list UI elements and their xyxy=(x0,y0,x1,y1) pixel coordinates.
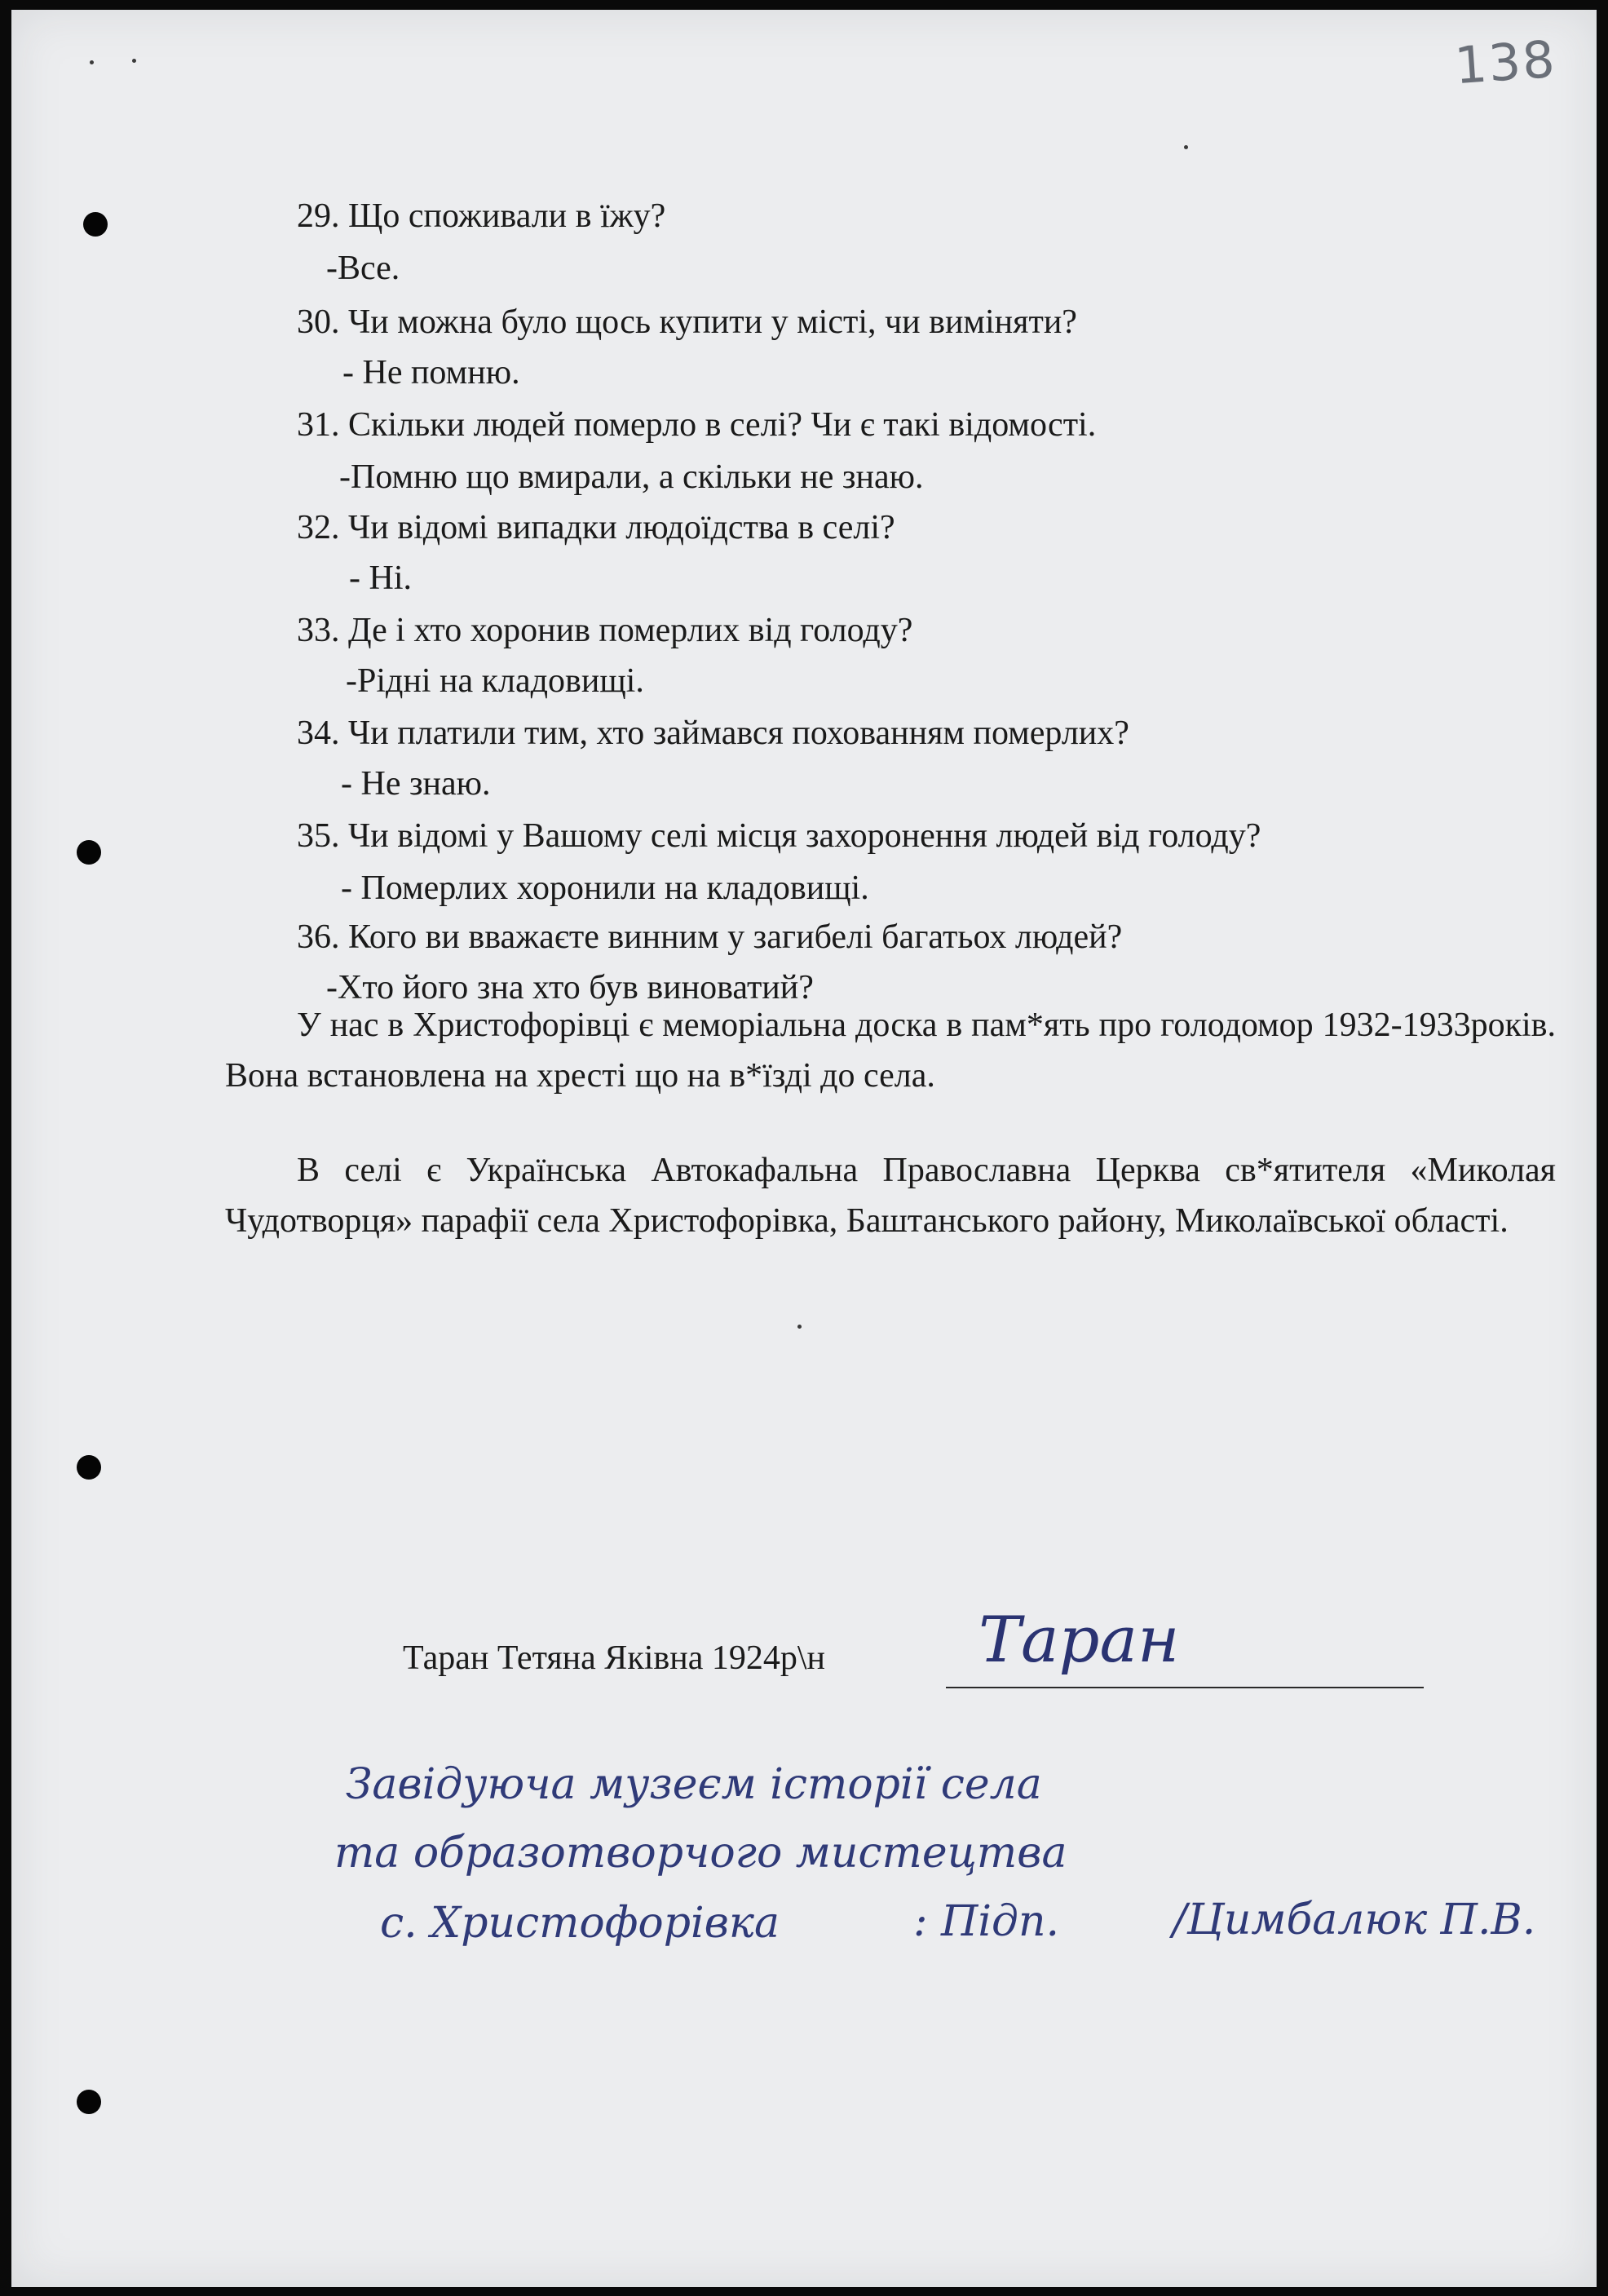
question-30: 30. Чи можна було щось купити у місті, чи виміняти? xyxy=(297,303,1077,341)
memorial-paragraph xyxy=(225,1000,1556,1101)
handwritten-note-line-1: Завідуюча музеєм історії села xyxy=(346,1760,1042,1809)
signature-underline xyxy=(946,1687,1424,1688)
answer-34: - Не знаю. xyxy=(341,765,491,803)
question-31: 31. Скільки людей померло в селі? Чи є такі відомості. xyxy=(297,406,1097,444)
curator-signature: : Підп. xyxy=(913,1897,1060,1946)
answer-31: -Помню що вмирали, а скільки не знаю. xyxy=(339,458,924,496)
curator-name: /Цимбалюк П.В. xyxy=(1173,1896,1536,1944)
question-36: 36. Кого ви вважаєте винним у загибелі багатьох людей? xyxy=(297,918,1123,956)
church-paragraph-text: В селі є Українська Автокафальна Православна Церква св*ятителя «Миколая Чудотворця» парафії села Христофорівка, Баштанського району, Миколаївської області. xyxy=(225,1152,1556,1240)
handwritten-note-line-3: с. Христофорівка xyxy=(380,1899,780,1948)
answer-30: - Не помню. xyxy=(342,354,520,392)
church-paragraph xyxy=(225,1145,1556,1246)
question-34: 34. Чи платили тим, хто займався похованням померлих? xyxy=(297,714,1129,752)
punch-hole xyxy=(77,1455,101,1480)
answer-36: -Хто його зна хто був виноватий? xyxy=(326,969,814,1006)
page-number: 138 xyxy=(1452,29,1558,96)
question-29: 29. Що споживали в їжу? xyxy=(297,197,666,235)
document-page xyxy=(11,10,1597,2287)
answer-33: -Рідні на кладовищі. xyxy=(346,662,644,700)
question-32: 32. Чи відомі випадки людоїдства в селі? xyxy=(297,509,895,546)
answer-29: -Все. xyxy=(326,250,400,287)
memorial-paragraph-text: У нас в Христофорівці є меморіальна доска в пам*ять про голодомор 1932-1933років. Вона встановлена на хресті що на в*їзді до села. xyxy=(225,1006,1556,1095)
respondent-signature: Таран xyxy=(978,1604,1180,1677)
question-35: 35. Чи відомі у Вашому селі місця захоронення людей від голоду? xyxy=(297,817,1261,855)
handwritten-note-line-2: та образотворчого мистецтва xyxy=(334,1829,1067,1878)
answer-32: - Ні. xyxy=(349,560,412,597)
answer-35: - Померлих хоронили на кладовищі. xyxy=(341,869,869,907)
punch-hole xyxy=(77,2090,101,2114)
question-33: 33. Де і хто хоронив померлих від голоду? xyxy=(297,612,913,649)
respondent-name: Таран Тетяна Яківна 1924р\н xyxy=(403,1639,825,1677)
punch-hole xyxy=(83,212,108,237)
punch-hole xyxy=(77,840,101,865)
